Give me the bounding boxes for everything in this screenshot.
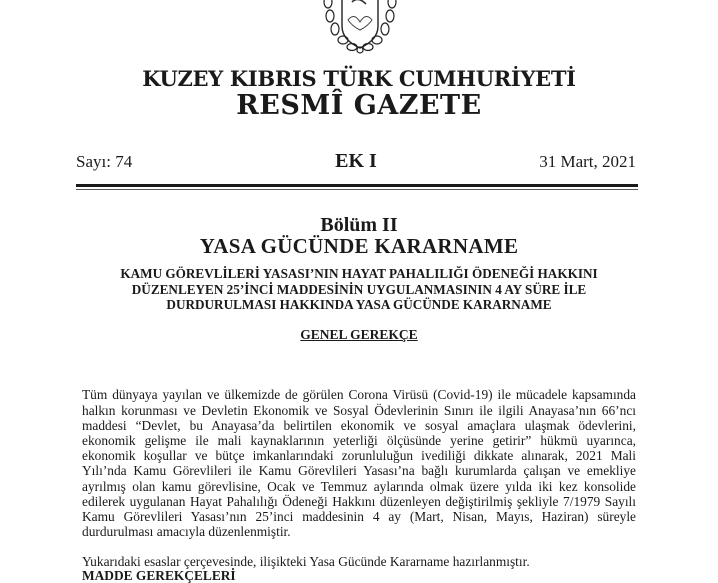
article-rationale-heading: MADDE GEREKÇELERİ	[82, 568, 236, 583]
section-label: Bölüm II	[320, 214, 398, 236]
coat-of-arms-icon	[312, 0, 408, 54]
subtitle-line: DÜZENLEYEN 25’İNCİ MADDESİNİN UYGULANMASININ 4 AY SÜRE İLE	[131, 281, 587, 297]
subtitle-line: KAMU GÖREVLİLERİ YASASI’NIN HAYAT PAHALILIĞI ÖDENEĞİ HAKKINI	[120, 266, 598, 281]
subtitle-line: DURDURULMASI HAKKINDA YASA GÜCÜNDE KARARNAME	[166, 297, 552, 312]
annex-label: EK I	[335, 150, 377, 172]
masthead-publication: RESMÎ GAZETE	[236, 90, 482, 121]
header-divider-thick	[76, 184, 638, 187]
header-divider-thin	[76, 189, 638, 190]
document-subtitle	[100, 266, 618, 313]
masthead-country: KUZEY KIBRIS TÜRK CUMHURİYETİ	[142, 66, 576, 91]
general-rationale-heading: GENEL GEREKÇE	[300, 327, 418, 342]
issue-number: Sayı: 74	[76, 152, 133, 171]
document-title: YASA GÜCÜNDE KARARNAME	[199, 234, 519, 258]
issue-meta-row	[76, 150, 636, 174]
rationale-body-paragraph: Tüm dünyaya yayılan ve ülkemizde de görülen Corona Virüsü (Covid-19) ile mücadele kapsamında halkın korunması ve Devletin Ekonomik ve Sosyal Ödevlerinin Sınırı ile ilgili Anayasa’nın 66’ncı maddesi “Devlet, bu Anayasa’da belirtilen ekonomik ve sosyal amaçlara ulaşmak ödevlerini, ekonomik gelişme ile mali kaynaklarının yeterliği ölçüsünde yerine getirir” hükmü uyarınca, ekonomik koşullar ve bütçe imkanlarındaki zorunluluğun ivediliği dikkate alınarak, 2021 Mali Yılı’nda Kamu Görevlileri ile Kamu Görevlileri Yasası’na bağlı kurumlarda çalışan ve emekliye ayrılmış olan kamu görevlisine, Ocak ve Temmuz aylarında olmak üzere yılda iki kez konsolide edilerek uygulanan Hayat Pahalılığı Ödeneği Hakkını düzenleyen değiştirilmiş şekliyle 7/1979 Sayılı Kamu Görevlileri Yasası’nın 25’inci maddesinin 4 ay (Mart, Nisan, Mayıs, Haziran) süreyle durdurulması amacıyla düzenlenmiştir.	[82, 387, 636, 540]
closing-paragraph: Yukarıdaki esaslar çerçevesinde, ilişikteki Yasa Gücünde Kararname hazırlanmıştır.	[82, 554, 530, 570]
issue-date: 31 Mart, 2021	[539, 152, 636, 171]
